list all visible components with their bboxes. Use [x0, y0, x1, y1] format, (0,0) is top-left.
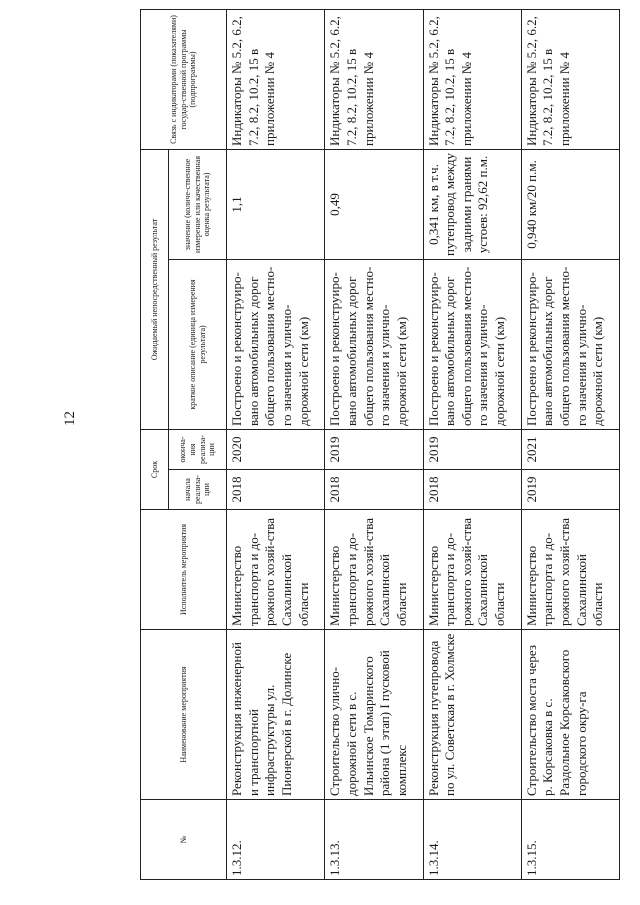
row-start: 2018 [227, 470, 325, 510]
header-term-start: начала реализа-ции [169, 470, 227, 510]
row-value: 0,49 [325, 149, 423, 259]
row-start: 2018 [423, 470, 521, 510]
row-link: Индикаторы № 5.2, 6.2, 7.2, 8.2, 10.2, 15 в приложении № 4 [325, 9, 423, 149]
header-term: Срок [141, 429, 169, 509]
row-value: 1,1 [227, 149, 325, 259]
row-name: Реконструкция инженерной и транспортной инфраструктуры ул. Пионерской в г. Долинске [227, 630, 325, 800]
row-end: 2020 [227, 429, 325, 469]
row-name: Строительство моста через р. Корсаковка в с. Раздольное Корсаковского городского окру-га [521, 630, 619, 800]
row-desc: Построено и реконструиро-вано автомобильных дорог общего пользования местно-го значения и улично-дорожной сети (км) [325, 259, 423, 429]
row-name: Строительство улично-дорожной сети в с. Ильинское Томаринского района (1 этап) I пусковой комплекс [325, 630, 423, 800]
row-name: Реконструкция путепровода по ул. Советская в г. Холмске [423, 630, 521, 800]
row-executor: Министерство транспорта и до-рожного хозяй-ства Сахалинской области [423, 510, 521, 630]
row-num: 1.3.12. [227, 800, 325, 880]
row-end: 2021 [521, 429, 619, 469]
row-link: Индикаторы № 5.2, 6.2, 7.2, 8.2, 10.2, 15 в приложении № 4 [423, 9, 521, 149]
row-end: 2019 [423, 429, 521, 469]
header-expected-desc: краткое описание (единица измерения результата) [169, 259, 227, 429]
header-expected: Ожидаемый непосредственный результат [141, 149, 169, 429]
row-value: 0,940 км/20 п.м. [521, 149, 619, 259]
header-executor: Исполнитель мероприятия [141, 510, 227, 630]
row-num: 1.3.13. [325, 800, 423, 880]
row-start: 2019 [521, 470, 619, 510]
table-row [423, 9, 521, 879]
row-end: 2019 [325, 429, 423, 469]
row-executor: Министерство транспорта и до-рожного хозяй-ства Сахалинской области [521, 510, 619, 630]
header-expected-value: значение (количе-ственное измерение или качественная оценка результата) [169, 149, 227, 259]
row-executor: Министерство транспорта и до-рожного хозяй-ства Сахалинской области [227, 510, 325, 630]
page-number: 12 [62, 411, 78, 426]
row-num: 1.3.15. [521, 800, 619, 880]
row-desc: Построено и реконструиро-вано автомобильных дорог общего пользования местно-го значения и улично-дорожной сети (км) [423, 259, 521, 429]
row-value: 0,341 км, в т.ч. путепровод между задними гранями устоев: 92,62 п.м. [423, 149, 521, 259]
row-desc: Построено и реконструиро-вано автомобильных дорог общего пользования местно-го значения и улично-дорожной сети (км) [227, 259, 325, 429]
row-start: 2018 [325, 470, 423, 510]
row-desc: Построено и реконструиро-вано автомобильных дорог общего пользования местно-го значения и улично-дорожной сети (км) [521, 259, 619, 429]
table-row [521, 9, 619, 879]
header-num: № [141, 800, 227, 880]
row-link: Индикаторы № 5.2, 6.2, 7.2, 8.2, 10.2, 15 в приложении № 4 [227, 9, 325, 149]
row-num: 1.3.14. [423, 800, 521, 880]
measures-table [140, 9, 620, 880]
row-executor: Министерство транспорта и до-рожного хозяй-ства Сахалинской области [325, 510, 423, 630]
header-term-end: оконча-ния реализа-ции [169, 429, 227, 469]
table-row [325, 9, 423, 879]
header-link: Связь с индикаторами (показателями) государ-ственной программы (подпрограммы) [141, 9, 227, 149]
row-link: Индикаторы № 5.2, 6.2, 7.2, 8.2, 10.2, 15 в приложении № 4 [521, 9, 619, 149]
header-name: Наименование мероприятия [141, 630, 227, 800]
table-row [227, 9, 325, 879]
